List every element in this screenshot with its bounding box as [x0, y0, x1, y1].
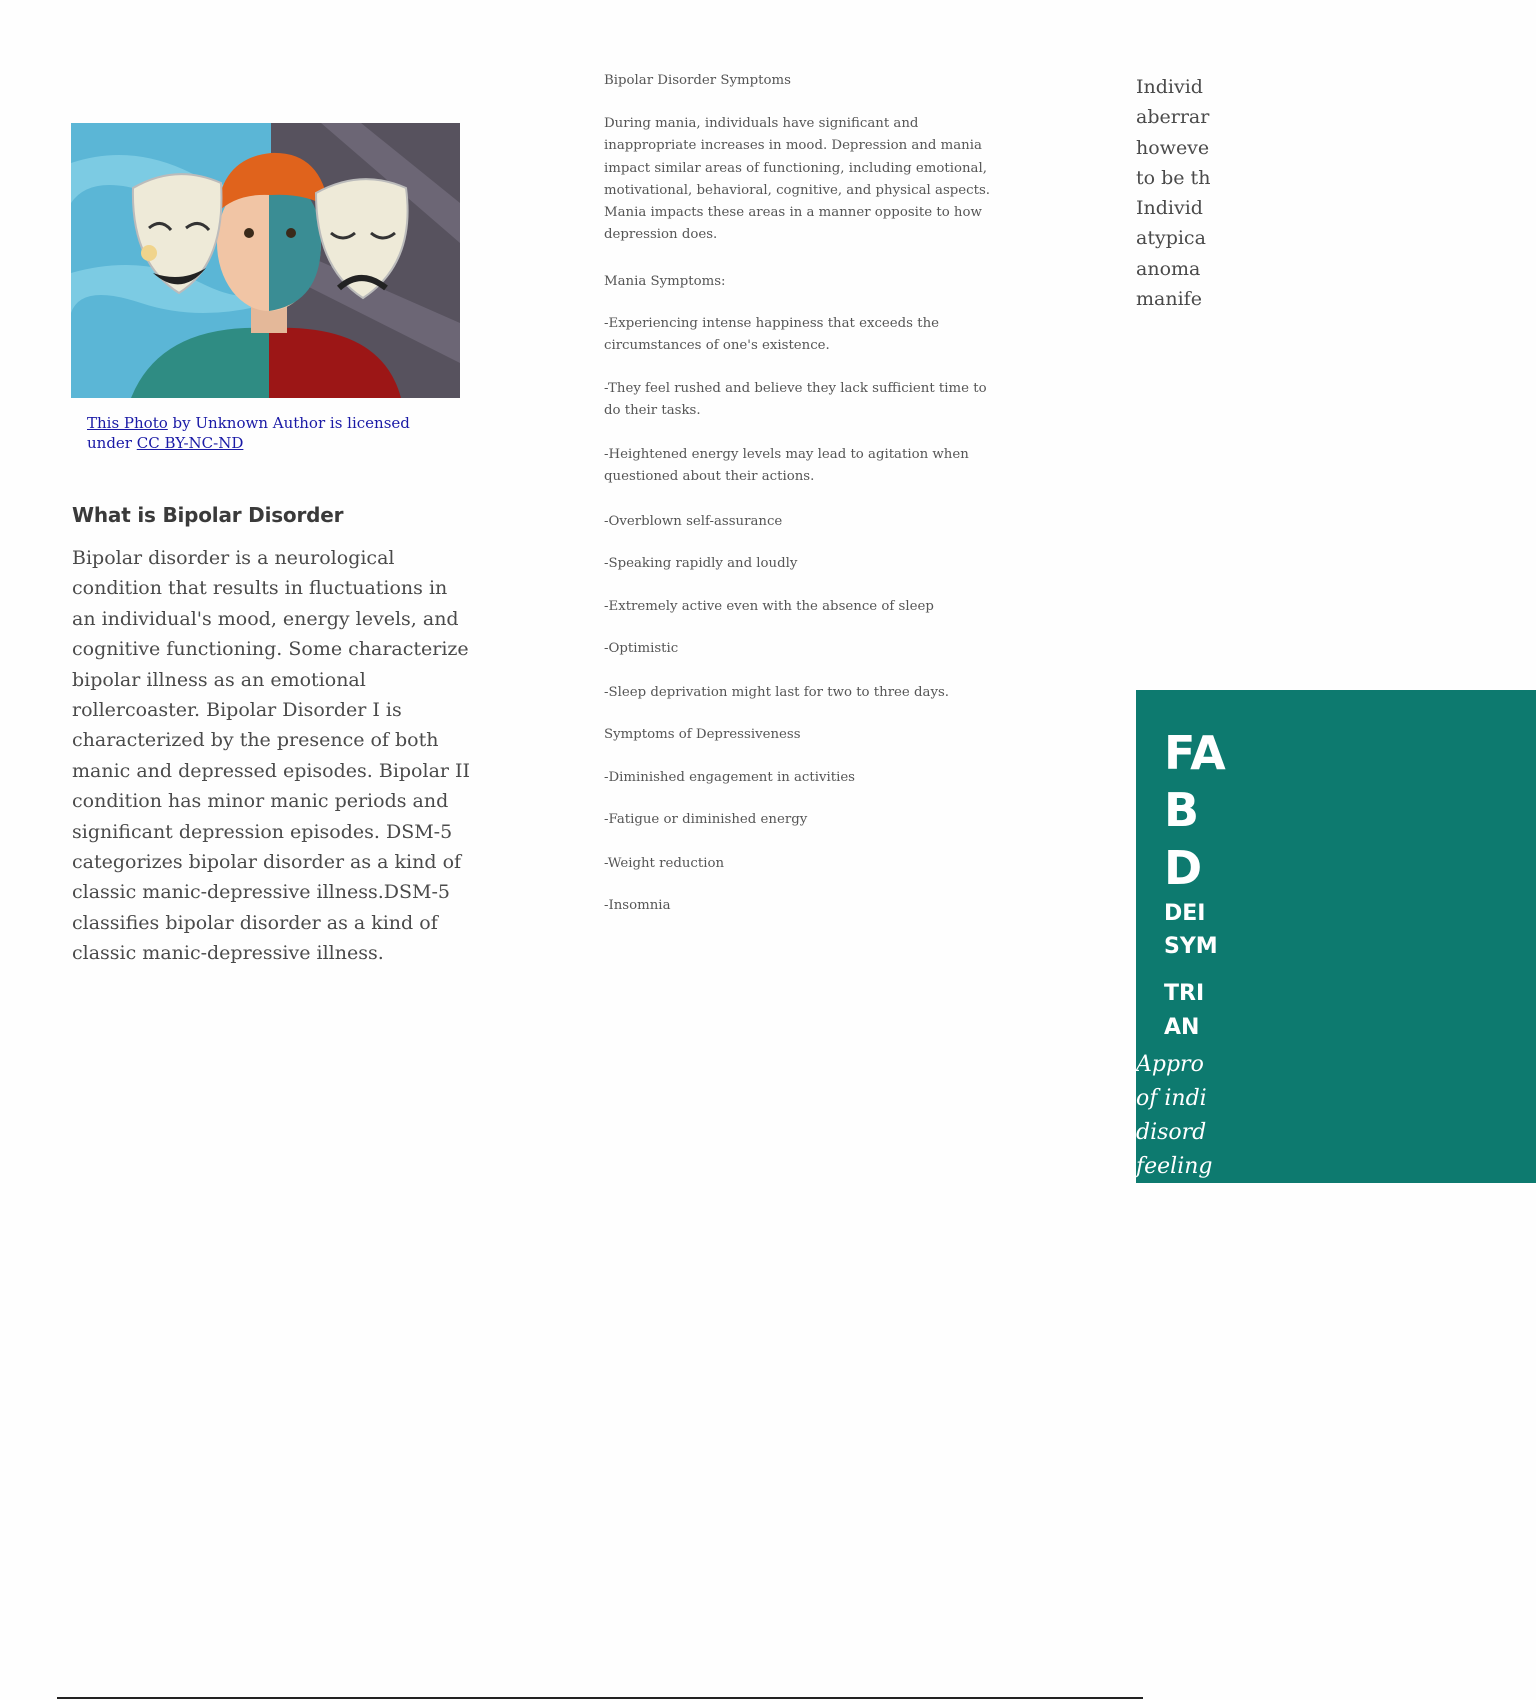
cover-title-line: D — [1164, 841, 1203, 895]
text-line: atypica — [1136, 227, 1206, 250]
cover-subtitle-line: AN — [1164, 1015, 1200, 1040]
list-item: -Fatigue or diminished energy — [604, 812, 808, 827]
cover-subtitle-line: SYM — [1164, 934, 1218, 959]
photo-credit-text: by Unknown Author is licensed under — [87, 414, 410, 452]
cover-italic-text — [1136, 1048, 1516, 1184]
license-link[interactable]: CC BY-NC-ND — [136, 434, 244, 452]
symptoms-title: Bipolar Disorder Symptoms — [604, 73, 791, 88]
cover-subtitle-line: DEI — [1164, 901, 1206, 926]
cover-title-line: FA — [1164, 726, 1226, 780]
list-item: -Experiencing intense happiness that exceeds the circumstances of one's existence. — [604, 316, 940, 354]
text-line: to be th — [1136, 166, 1211, 189]
text-line: of indi — [1136, 1086, 1207, 1111]
photo-credit-link[interactable]: This Photo — [87, 414, 168, 432]
mania-heading: Mania Symptoms: — [604, 274, 726, 289]
text-line: Appro — [1136, 1052, 1204, 1077]
depression-heading: Symptoms of Depressiveness — [604, 727, 801, 742]
symptoms-intro: During mania, individuals have significant and inappropriate increases in mood. Depression and mania impact similar areas of functioning, including emotional, motivational, behavioral, cognitive, and physical aspects. Mania impacts these areas in a manner opposite to how depression does. — [604, 116, 991, 243]
bottom-divider — [57, 1697, 1143, 1699]
right-column-text — [1136, 72, 1536, 314]
text-line: Individ — [1136, 197, 1203, 220]
list-item: -Speaking rapidly and loudly — [604, 556, 798, 571]
list-item: -Heightened energy levels may lead to agitation when questioned about their actions. — [604, 447, 969, 485]
section-heading: What is Bipolar Disorder — [72, 503, 344, 527]
list-item: -Diminished engagement in activities — [604, 770, 856, 785]
cover-subtitle-line: TRI — [1164, 981, 1205, 1006]
text-line: Individ — [1136, 76, 1203, 98]
list-item: -Optimistic — [604, 641, 679, 656]
cover-panel — [1136, 690, 1536, 1183]
bipolar-masks-illustration — [71, 123, 460, 398]
list-item: -Insomnia — [604, 898, 671, 913]
text-line: howeve — [1136, 136, 1210, 159]
text-line: feeling — [1136, 1154, 1213, 1179]
list-item: -Weight reduction — [604, 856, 725, 871]
cover-title-line: B — [1164, 783, 1200, 837]
text-line: aberrar — [1136, 106, 1210, 129]
list-item: -Overblown self-assurance — [604, 514, 783, 529]
list-item: -Extremely active even with the absence of sleep — [604, 599, 934, 614]
text-line: manife — [1136, 288, 1202, 311]
text-line: disord — [1136, 1120, 1207, 1145]
text-line: anoma — [1136, 257, 1201, 280]
photo-credit-caption — [87, 413, 447, 453]
list-item: -They feel rushed and believe they lack sufficient time to do their tasks. — [604, 381, 987, 419]
list-item: -Sleep deprivation might last for two to three days. — [604, 685, 950, 700]
section-body: Bipolar disorder is a neurological condition that results in fluctuations in an individual's mood, energy levels, and cognitive functioning. Some characterize bipolar illness as an emotional rollercoaster. Bipolar Disorder I is characterized by the presence of both manic and depressed episodes. Bipolar II condition has minor manic periods and significant depression episodes. DSM-5 categorizes bipolar disorder as a kind of classic manic-depressive illness.DSM-5 classifies bipolar disorder as a kind of classic manic-depressive illness. — [72, 547, 471, 965]
